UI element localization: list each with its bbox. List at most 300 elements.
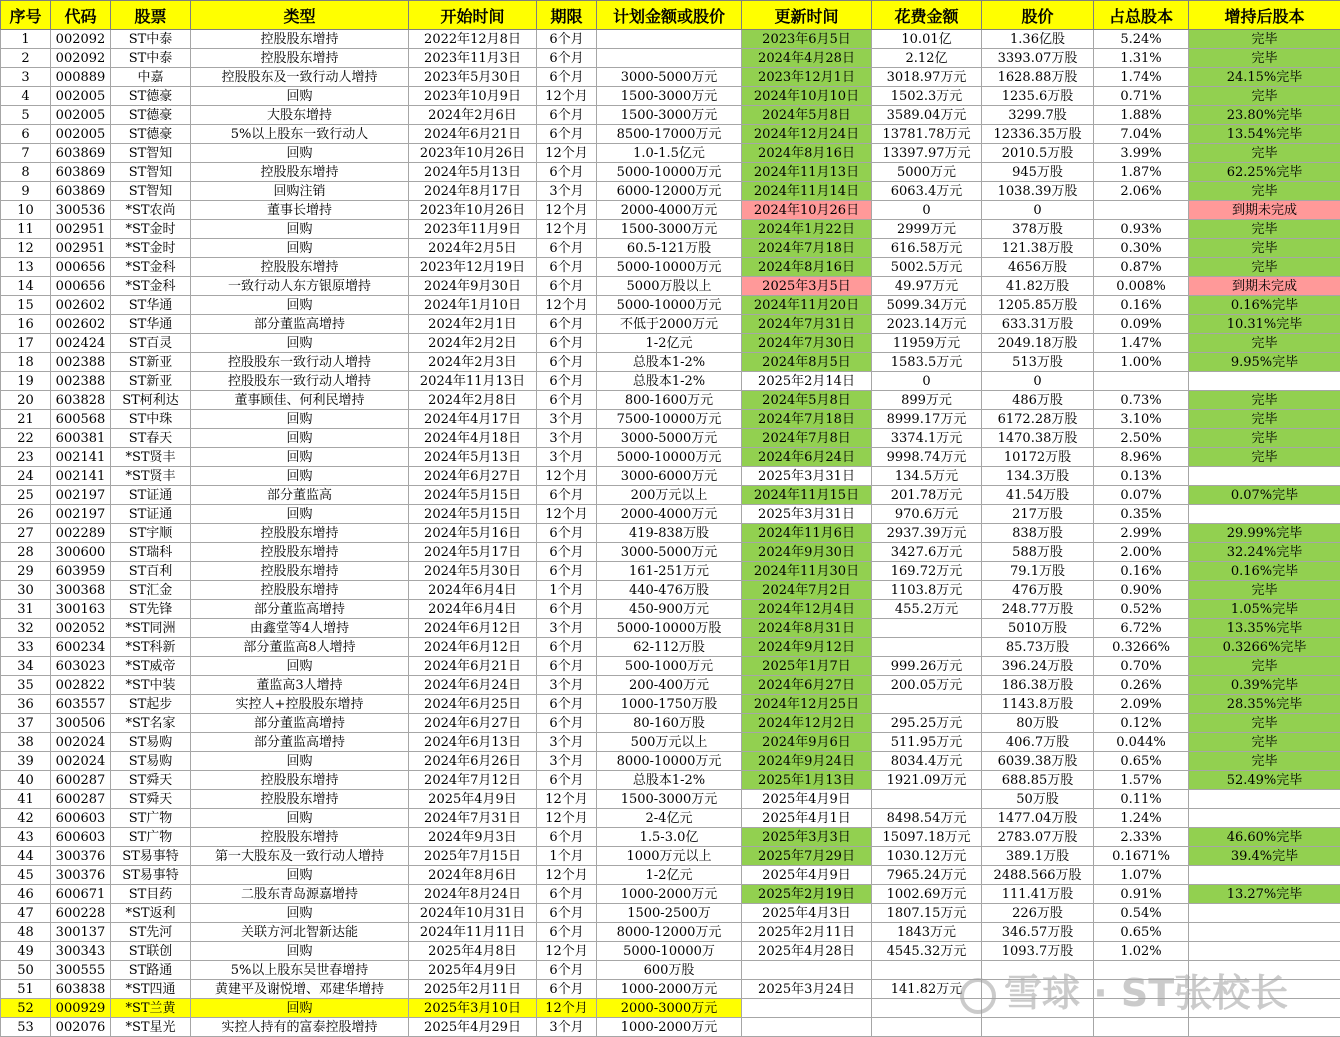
cell-index[interactable]: 48	[1, 923, 51, 942]
cell-term[interactable]: 3个月	[537, 733, 597, 752]
cell-type[interactable]: 控股股东增持	[191, 562, 409, 581]
cell-code[interactable]: 600287	[51, 771, 111, 790]
cell-stock[interactable]: ST春天	[111, 429, 191, 448]
cell-plan-amount[interactable]: 1500-3000万元	[597, 87, 742, 106]
cell-plan-amount[interactable]: 5000-10000万元	[597, 448, 742, 467]
cell-pct-total[interactable]: 0.044%	[1094, 733, 1189, 752]
cell-index[interactable]: 17	[1, 334, 51, 353]
cell-index[interactable]: 22	[1, 429, 51, 448]
cell-index[interactable]: 44	[1, 847, 51, 866]
cell-shares[interactable]: 688.85万股	[982, 771, 1094, 790]
cell-code[interactable]: 002092	[51, 30, 111, 49]
cell-stock[interactable]: ST新亚	[111, 372, 191, 391]
cell-term[interactable]: 6个月	[537, 695, 597, 714]
cell-term[interactable]: 6个月	[537, 30, 597, 49]
cell-spent-amount[interactable]: 899万元	[872, 391, 982, 410]
cell-index[interactable]: 33	[1, 638, 51, 657]
cell-shares[interactable]: 226万股	[982, 904, 1094, 923]
cell-plan-amount[interactable]: 2-4亿元	[597, 809, 742, 828]
cell-spent-amount[interactable]: 201.78万元	[872, 486, 982, 505]
cell-type[interactable]: 部分董监高	[191, 486, 409, 505]
cell-post-holding[interactable]: 13.35%完毕	[1189, 619, 1340, 638]
cell-shares[interactable]: 121.38万股	[982, 239, 1094, 258]
cell-type[interactable]: 回购	[191, 334, 409, 353]
cell-type[interactable]: 部分董监高8人增持	[191, 638, 409, 657]
cell-shares[interactable]	[982, 961, 1094, 980]
cell-index[interactable]: 35	[1, 676, 51, 695]
cell-post-holding[interactable]: 完毕	[1189, 410, 1340, 429]
cell-spent-amount[interactable]: 1921.09万元	[872, 771, 982, 790]
cell-start-date[interactable]: 2025年4月9日	[409, 790, 537, 809]
cell-plan-amount[interactable]: 500-1000万元	[597, 657, 742, 676]
cell-shares[interactable]	[982, 980, 1094, 999]
cell-index[interactable]: 37	[1, 714, 51, 733]
cell-type[interactable]: 控股股东一致行动人增持	[191, 372, 409, 391]
cell-plan-amount[interactable]: 总股本1-2%	[597, 372, 742, 391]
cell-plan-amount[interactable]: 1-2亿元	[597, 866, 742, 885]
cell-plan-amount[interactable]: 1-2亿元	[597, 334, 742, 353]
cell-update-date[interactable]: 2024年11月13日	[742, 163, 872, 182]
cell-term[interactable]: 3个月	[537, 429, 597, 448]
cell-stock[interactable]: ST易事特	[111, 866, 191, 885]
cell-stock[interactable]: ST汇金	[111, 581, 191, 600]
cell-spent-amount[interactable]	[872, 790, 982, 809]
cell-stock[interactable]: *ST科新	[111, 638, 191, 657]
cell-post-holding[interactable]: 完毕	[1189, 429, 1340, 448]
cell-term[interactable]: 6个月	[537, 372, 597, 391]
cell-code[interactable]: 002822	[51, 676, 111, 695]
cell-pct-total[interactable]: 0.16%	[1094, 296, 1189, 315]
cell-term[interactable]: 6个月	[537, 106, 597, 125]
cell-code[interactable]: 603869	[51, 144, 111, 163]
cell-spent-amount[interactable]: 2023.14万元	[872, 315, 982, 334]
cell-spent-amount[interactable]	[872, 619, 982, 638]
cell-shares[interactable]: 2783.07万股	[982, 828, 1094, 847]
cell-start-date[interactable]: 2024年6月4日	[409, 581, 537, 600]
cell-start-date[interactable]: 2024年6月4日	[409, 600, 537, 619]
cell-index[interactable]: 27	[1, 524, 51, 543]
cell-update-date[interactable]	[742, 961, 872, 980]
cell-plan-amount[interactable]: 3000-5000万元	[597, 543, 742, 562]
cell-spent-amount[interactable]: 6063.4万元	[872, 182, 982, 201]
cell-post-holding[interactable]: 完毕	[1189, 30, 1340, 49]
cell-spent-amount[interactable]: 1103.8万元	[872, 581, 982, 600]
cell-plan-amount[interactable]: 1500-2500万	[597, 904, 742, 923]
cell-update-date[interactable]: 2024年5月8日	[742, 391, 872, 410]
cell-pct-total[interactable]: 1.57%	[1094, 771, 1189, 790]
cell-start-date[interactable]: 2025年7月15日	[409, 847, 537, 866]
cell-update-date[interactable]: 2024年7月18日	[742, 239, 872, 258]
cell-stock[interactable]: ST路通	[111, 961, 191, 980]
cell-code[interactable]: 600234	[51, 638, 111, 657]
cell-plan-amount[interactable]: 1500-3000万元	[597, 790, 742, 809]
cell-code[interactable]: 002076	[51, 1018, 111, 1037]
cell-update-date[interactable]: 2024年7月31日	[742, 315, 872, 334]
cell-term[interactable]: 3个月	[537, 1018, 597, 1037]
cell-code[interactable]: 300368	[51, 581, 111, 600]
cell-spent-amount[interactable]: 141.82万元	[872, 980, 982, 999]
col-header-stock[interactable]: 股票	[111, 1, 191, 30]
cell-term[interactable]: 6个月	[537, 638, 597, 657]
cell-post-holding[interactable]: 24.15%完毕	[1189, 68, 1340, 87]
cell-code[interactable]: 002005	[51, 106, 111, 125]
cell-start-date[interactable]: 2024年6月27日	[409, 714, 537, 733]
cell-stock[interactable]: *ST名家	[111, 714, 191, 733]
cell-update-date[interactable]: 2024年12月4日	[742, 600, 872, 619]
cell-code[interactable]: 300536	[51, 201, 111, 220]
cell-plan-amount[interactable]: 5000-10000万元	[597, 258, 742, 277]
cell-plan-amount[interactable]: 5000-10000万	[597, 942, 742, 961]
cell-pct-total[interactable]: 2.06%	[1094, 182, 1189, 201]
cell-plan-amount[interactable]: 总股本1-2%	[597, 353, 742, 372]
cell-term[interactable]: 6个月	[537, 771, 597, 790]
cell-update-date[interactable]: 2024年8月16日	[742, 144, 872, 163]
cell-shares[interactable]: 80万股	[982, 714, 1094, 733]
cell-stock[interactable]: ST起步	[111, 695, 191, 714]
cell-stock[interactable]: ST证通	[111, 486, 191, 505]
cell-spent-amount[interactable]: 169.72万元	[872, 562, 982, 581]
cell-start-date[interactable]: 2025年3月10日	[409, 999, 537, 1018]
cell-start-date[interactable]: 2024年2月1日	[409, 315, 537, 334]
cell-update-date[interactable]: 2024年11月14日	[742, 182, 872, 201]
cell-term[interactable]: 12个月	[537, 790, 597, 809]
cell-spent-amount[interactable]: 1502.3万元	[872, 87, 982, 106]
cell-start-date[interactable]: 2024年8月6日	[409, 866, 537, 885]
cell-plan-amount[interactable]: 1000-2000万元	[597, 1018, 742, 1037]
cell-update-date[interactable]: 2025年7月29日	[742, 847, 872, 866]
cell-update-date[interactable]: 2024年10月26日	[742, 201, 872, 220]
cell-pct-total[interactable]: 0.13%	[1094, 467, 1189, 486]
cell-index[interactable]: 40	[1, 771, 51, 790]
cell-pct-total[interactable]: 0.90%	[1094, 581, 1189, 600]
cell-update-date[interactable]: 2025年4月28日	[742, 942, 872, 961]
cell-spent-amount[interactable]: 1030.12万元	[872, 847, 982, 866]
cell-plan-amount[interactable]	[597, 49, 742, 68]
cell-spent-amount[interactable]: 49.97万元	[872, 277, 982, 296]
cell-start-date[interactable]: 2024年4月18日	[409, 429, 537, 448]
cell-stock[interactable]: ST联创	[111, 942, 191, 961]
cell-update-date[interactable]: 2024年10月10日	[742, 87, 872, 106]
cell-plan-amount[interactable]: 8500-17000万元	[597, 125, 742, 144]
cell-update-date[interactable]: 2024年9月24日	[742, 752, 872, 771]
cell-shares[interactable]: 4656万股	[982, 258, 1094, 277]
cell-start-date[interactable]: 2024年6月25日	[409, 695, 537, 714]
cell-plan-amount[interactable]: 不低于2000万元	[597, 315, 742, 334]
cell-term[interactable]: 12个月	[537, 809, 597, 828]
cell-type[interactable]: 部分董监高增持	[191, 733, 409, 752]
cell-code[interactable]: 002388	[51, 353, 111, 372]
cell-plan-amount[interactable]: 6000-12000万元	[597, 182, 742, 201]
col-header-post-holding[interactable]: 增持后股本	[1189, 1, 1340, 30]
cell-spent-amount[interactable]: 5099.34万元	[872, 296, 982, 315]
cell-stock[interactable]: ST百利	[111, 562, 191, 581]
cell-pct-total[interactable]: 0.16%	[1094, 562, 1189, 581]
cell-start-date[interactable]: 2023年5月30日	[409, 68, 537, 87]
cell-update-date[interactable]: 2024年9月12日	[742, 638, 872, 657]
cell-start-date[interactable]: 2024年8月17日	[409, 182, 537, 201]
cell-code[interactable]: 600568	[51, 410, 111, 429]
cell-post-holding[interactable]	[1189, 980, 1340, 999]
cell-start-date[interactable]: 2025年4月29日	[409, 1018, 537, 1037]
cell-post-holding[interactable]	[1189, 467, 1340, 486]
cell-shares[interactable]: 2049.18万股	[982, 334, 1094, 353]
cell-term[interactable]: 6个月	[537, 961, 597, 980]
cell-shares[interactable]: 217万股	[982, 505, 1094, 524]
cell-shares[interactable]: 588万股	[982, 543, 1094, 562]
cell-update-date[interactable]: 2023年6月5日	[742, 30, 872, 49]
cell-plan-amount[interactable]: 7500-10000万元	[597, 410, 742, 429]
cell-type[interactable]: 一致行动人东方银原增持	[191, 277, 409, 296]
cell-code[interactable]: 300163	[51, 600, 111, 619]
cell-term[interactable]: 6个月	[537, 334, 597, 353]
cell-type[interactable]: 第一大股东及一致行动人增持	[191, 847, 409, 866]
cell-index[interactable]: 11	[1, 220, 51, 239]
cell-plan-amount[interactable]: 3000-6000万元	[597, 467, 742, 486]
cell-spent-amount[interactable]: 1843万元	[872, 923, 982, 942]
cell-index[interactable]: 24	[1, 467, 51, 486]
cell-type[interactable]: 回购	[191, 410, 409, 429]
cell-stock[interactable]: *ST金时	[111, 220, 191, 239]
cell-type[interactable]: 部分董监高增持	[191, 315, 409, 334]
cell-start-date[interactable]: 2024年7月31日	[409, 809, 537, 828]
cell-plan-amount[interactable]: 2000-4000万元	[597, 505, 742, 524]
cell-post-holding[interactable]: 0.16%完毕	[1189, 562, 1340, 581]
cell-update-date[interactable]: 2025年3月24日	[742, 980, 872, 999]
cell-term[interactable]: 3个月	[537, 676, 597, 695]
cell-type[interactable]: 大股东增持	[191, 106, 409, 125]
cell-update-date[interactable]: 2024年11月20日	[742, 296, 872, 315]
col-header-term[interactable]: 期限	[537, 1, 597, 30]
cell-term[interactable]: 6个月	[537, 353, 597, 372]
cell-shares[interactable]: 85.73万股	[982, 638, 1094, 657]
cell-type[interactable]: 回购	[191, 866, 409, 885]
cell-term[interactable]: 6个月	[537, 562, 597, 581]
cell-term[interactable]: 3个月	[537, 619, 597, 638]
cell-type[interactable]: 回购	[191, 752, 409, 771]
cell-plan-amount[interactable]: 1.0-1.5亿元	[597, 144, 742, 163]
cell-spent-amount[interactable]: 8034.4万元	[872, 752, 982, 771]
cell-pct-total[interactable]: 3.10%	[1094, 410, 1189, 429]
cell-post-holding[interactable]: 完毕	[1189, 258, 1340, 277]
cell-start-date[interactable]: 2023年11月3日	[409, 49, 537, 68]
cell-pct-total[interactable]: 1.87%	[1094, 163, 1189, 182]
cell-plan-amount[interactable]: 62-112万股	[597, 638, 742, 657]
cell-type[interactable]: 控股股东一致行动人增持	[191, 353, 409, 372]
cell-shares[interactable]: 1.36亿股	[982, 30, 1094, 49]
cell-term[interactable]: 6个月	[537, 524, 597, 543]
cell-type[interactable]: 董事顾佳、何利民增持	[191, 391, 409, 410]
cell-plan-amount[interactable]: 1000-2000万元	[597, 885, 742, 904]
cell-post-holding[interactable]: 完毕	[1189, 657, 1340, 676]
cell-spent-amount[interactable]: 0	[872, 372, 982, 391]
cell-term[interactable]: 6个月	[537, 980, 597, 999]
cell-term[interactable]: 6个月	[537, 125, 597, 144]
cell-shares[interactable]: 2488.566万股	[982, 866, 1094, 885]
cell-shares[interactable]: 79.1万股	[982, 562, 1094, 581]
cell-spent-amount[interactable]: 13397.97万元	[872, 144, 982, 163]
cell-code[interactable]: 600603	[51, 828, 111, 847]
cell-index[interactable]: 23	[1, 448, 51, 467]
cell-index[interactable]: 9	[1, 182, 51, 201]
cell-term[interactable]: 3个月	[537, 448, 597, 467]
cell-start-date[interactable]: 2024年2月8日	[409, 391, 537, 410]
cell-index[interactable]: 4	[1, 87, 51, 106]
cell-plan-amount[interactable]: 600万股	[597, 961, 742, 980]
cell-term[interactable]: 6个月	[537, 486, 597, 505]
cell-spent-amount[interactable]: 3374.1万元	[872, 429, 982, 448]
cell-start-date[interactable]: 2023年10月9日	[409, 87, 537, 106]
cell-update-date[interactable]: 2024年9月6日	[742, 733, 872, 752]
cell-post-holding[interactable]: 完毕	[1189, 581, 1340, 600]
cell-pct-total[interactable]: 0.93%	[1094, 220, 1189, 239]
cell-index[interactable]: 1	[1, 30, 51, 49]
cell-stock[interactable]: *ST中装	[111, 676, 191, 695]
cell-stock[interactable]: ST华通	[111, 315, 191, 334]
cell-start-date[interactable]: 2024年5月15日	[409, 486, 537, 505]
cell-code[interactable]: 603838	[51, 980, 111, 999]
cell-pct-total[interactable]: 0.26%	[1094, 676, 1189, 695]
cell-pct-total[interactable]: 0.3266%	[1094, 638, 1189, 657]
cell-update-date[interactable]: 2025年3月31日	[742, 467, 872, 486]
cell-type[interactable]: 控股股东增持	[191, 581, 409, 600]
cell-spent-amount[interactable]	[872, 961, 982, 980]
cell-term[interactable]: 6个月	[537, 600, 597, 619]
cell-term[interactable]: 3个月	[537, 182, 597, 201]
cell-stock[interactable]: ST先河	[111, 923, 191, 942]
cell-spent-amount[interactable]: 0	[872, 201, 982, 220]
cell-post-holding[interactable]	[1189, 790, 1340, 809]
cell-shares[interactable]: 0	[982, 372, 1094, 391]
cell-term[interactable]: 6个月	[537, 923, 597, 942]
cell-post-holding[interactable]	[1189, 904, 1340, 923]
cell-pct-total[interactable]: 1.02%	[1094, 942, 1189, 961]
cell-shares[interactable]: 6039.38万股	[982, 752, 1094, 771]
cell-stock[interactable]: *ST兰黄	[111, 999, 191, 1018]
cell-plan-amount[interactable]: 1000万元以上	[597, 847, 742, 866]
cell-post-holding[interactable]: 9.95%完毕	[1189, 353, 1340, 372]
cell-type[interactable]: 5%以上股东一致行动人	[191, 125, 409, 144]
cell-shares[interactable]: 1093.7万股	[982, 942, 1094, 961]
cell-start-date[interactable]: 2024年6月27日	[409, 467, 537, 486]
cell-start-date[interactable]: 2024年4月17日	[409, 410, 537, 429]
cell-term[interactable]: 6个月	[537, 163, 597, 182]
cell-type[interactable]: 控股股东增持	[191, 524, 409, 543]
cell-code[interactable]: 002092	[51, 49, 111, 68]
cell-type[interactable]: 实控人持有的富泰控股增持	[191, 1018, 409, 1037]
cell-type[interactable]: 回购	[191, 220, 409, 239]
cell-index[interactable]: 51	[1, 980, 51, 999]
cell-code[interactable]: 300376	[51, 866, 111, 885]
cell-type[interactable]: 控股股东增持	[191, 163, 409, 182]
cell-update-date[interactable]	[742, 999, 872, 1018]
cell-term[interactable]: 12个月	[537, 467, 597, 486]
cell-plan-amount[interactable]: 3000-5000万元	[597, 429, 742, 448]
cell-spent-amount[interactable]: 616.58万元	[872, 239, 982, 258]
cell-shares[interactable]: 513万股	[982, 353, 1094, 372]
cell-type[interactable]: 控股股东及一致行动人增持	[191, 68, 409, 87]
cell-type[interactable]: 控股股东增持	[191, 30, 409, 49]
cell-shares[interactable]: 389.1万股	[982, 847, 1094, 866]
cell-shares[interactable]: 1143.8万股	[982, 695, 1094, 714]
cell-start-date[interactable]: 2024年6月12日	[409, 638, 537, 657]
cell-type[interactable]: 控股股东增持	[191, 543, 409, 562]
cell-index[interactable]: 19	[1, 372, 51, 391]
cell-stock[interactable]: ST先锋	[111, 600, 191, 619]
cell-code[interactable]: 000929	[51, 999, 111, 1018]
cell-index[interactable]: 34	[1, 657, 51, 676]
cell-term[interactable]: 6个月	[537, 68, 597, 87]
cell-code[interactable]: 300343	[51, 942, 111, 961]
cell-spent-amount[interactable]	[872, 999, 982, 1018]
cell-stock[interactable]: ST广物	[111, 809, 191, 828]
cell-pct-total[interactable]	[1094, 961, 1189, 980]
cell-term[interactable]: 1个月	[537, 581, 597, 600]
cell-pct-total[interactable]: 0.35%	[1094, 505, 1189, 524]
cell-stock[interactable]: ST舜天	[111, 790, 191, 809]
cell-update-date[interactable]: 2024年11月15日	[742, 486, 872, 505]
cell-code[interactable]: 603828	[51, 391, 111, 410]
cell-code[interactable]: 300506	[51, 714, 111, 733]
cell-term[interactable]: 6个月	[537, 714, 597, 733]
cell-index[interactable]: 46	[1, 885, 51, 904]
cell-update-date[interactable]: 2025年4月9日	[742, 790, 872, 809]
cell-shares[interactable]: 10172万股	[982, 448, 1094, 467]
cell-index[interactable]: 49	[1, 942, 51, 961]
cell-pct-total[interactable]: 1.00%	[1094, 353, 1189, 372]
cell-index[interactable]: 41	[1, 790, 51, 809]
cell-shares[interactable]: 41.54万股	[982, 486, 1094, 505]
cell-pct-total[interactable]: 0.87%	[1094, 258, 1189, 277]
cell-update-date[interactable]: 2024年7月2日	[742, 581, 872, 600]
cell-stock[interactable]: 中嘉	[111, 68, 191, 87]
cell-pct-total[interactable]: 1.31%	[1094, 49, 1189, 68]
cell-plan-amount[interactable]: 2000-3000万元	[597, 999, 742, 1018]
cell-plan-amount[interactable]: 500万元以上	[597, 733, 742, 752]
cell-term[interactable]: 12个月	[537, 296, 597, 315]
cell-spent-amount[interactable]: 2.12亿	[872, 49, 982, 68]
cell-stock[interactable]: *ST贤丰	[111, 467, 191, 486]
cell-start-date[interactable]: 2024年6月12日	[409, 619, 537, 638]
cell-update-date[interactable]: 2025年2月14日	[742, 372, 872, 391]
cell-type[interactable]: 回购	[191, 239, 409, 258]
cell-stock[interactable]: ST瑞科	[111, 543, 191, 562]
cell-stock[interactable]: ST易购	[111, 733, 191, 752]
cell-start-date[interactable]: 2024年9月3日	[409, 828, 537, 847]
cell-code[interactable]: 002197	[51, 505, 111, 524]
cell-spent-amount[interactable]: 5000万元	[872, 163, 982, 182]
cell-term[interactable]: 3个月	[537, 752, 597, 771]
cell-term[interactable]: 12个月	[537, 201, 597, 220]
cell-post-holding[interactable]	[1189, 866, 1340, 885]
cell-stock[interactable]: ST易购	[111, 752, 191, 771]
cell-update-date[interactable]: 2024年6月27日	[742, 676, 872, 695]
cell-shares[interactable]: 186.38万股	[982, 676, 1094, 695]
cell-spent-amount[interactable]: 5002.5万元	[872, 258, 982, 277]
cell-code[interactable]: 002141	[51, 448, 111, 467]
cell-post-holding[interactable]	[1189, 942, 1340, 961]
cell-index[interactable]: 12	[1, 239, 51, 258]
cell-spent-amount[interactable]: 2937.39万元	[872, 524, 982, 543]
cell-type[interactable]: 控股股东增持	[191, 828, 409, 847]
cell-pct-total[interactable]: 2.50%	[1094, 429, 1189, 448]
cell-update-date[interactable]: 2025年3月3日	[742, 828, 872, 847]
col-header-start-date[interactable]: 开始时间	[409, 1, 537, 30]
cell-pct-total[interactable]: 2.33%	[1094, 828, 1189, 847]
cell-post-holding[interactable]: 完毕	[1189, 448, 1340, 467]
cell-code[interactable]: 000656	[51, 277, 111, 296]
cell-start-date[interactable]: 2024年9月30日	[409, 277, 537, 296]
cell-update-date[interactable]: 2024年5月8日	[742, 106, 872, 125]
